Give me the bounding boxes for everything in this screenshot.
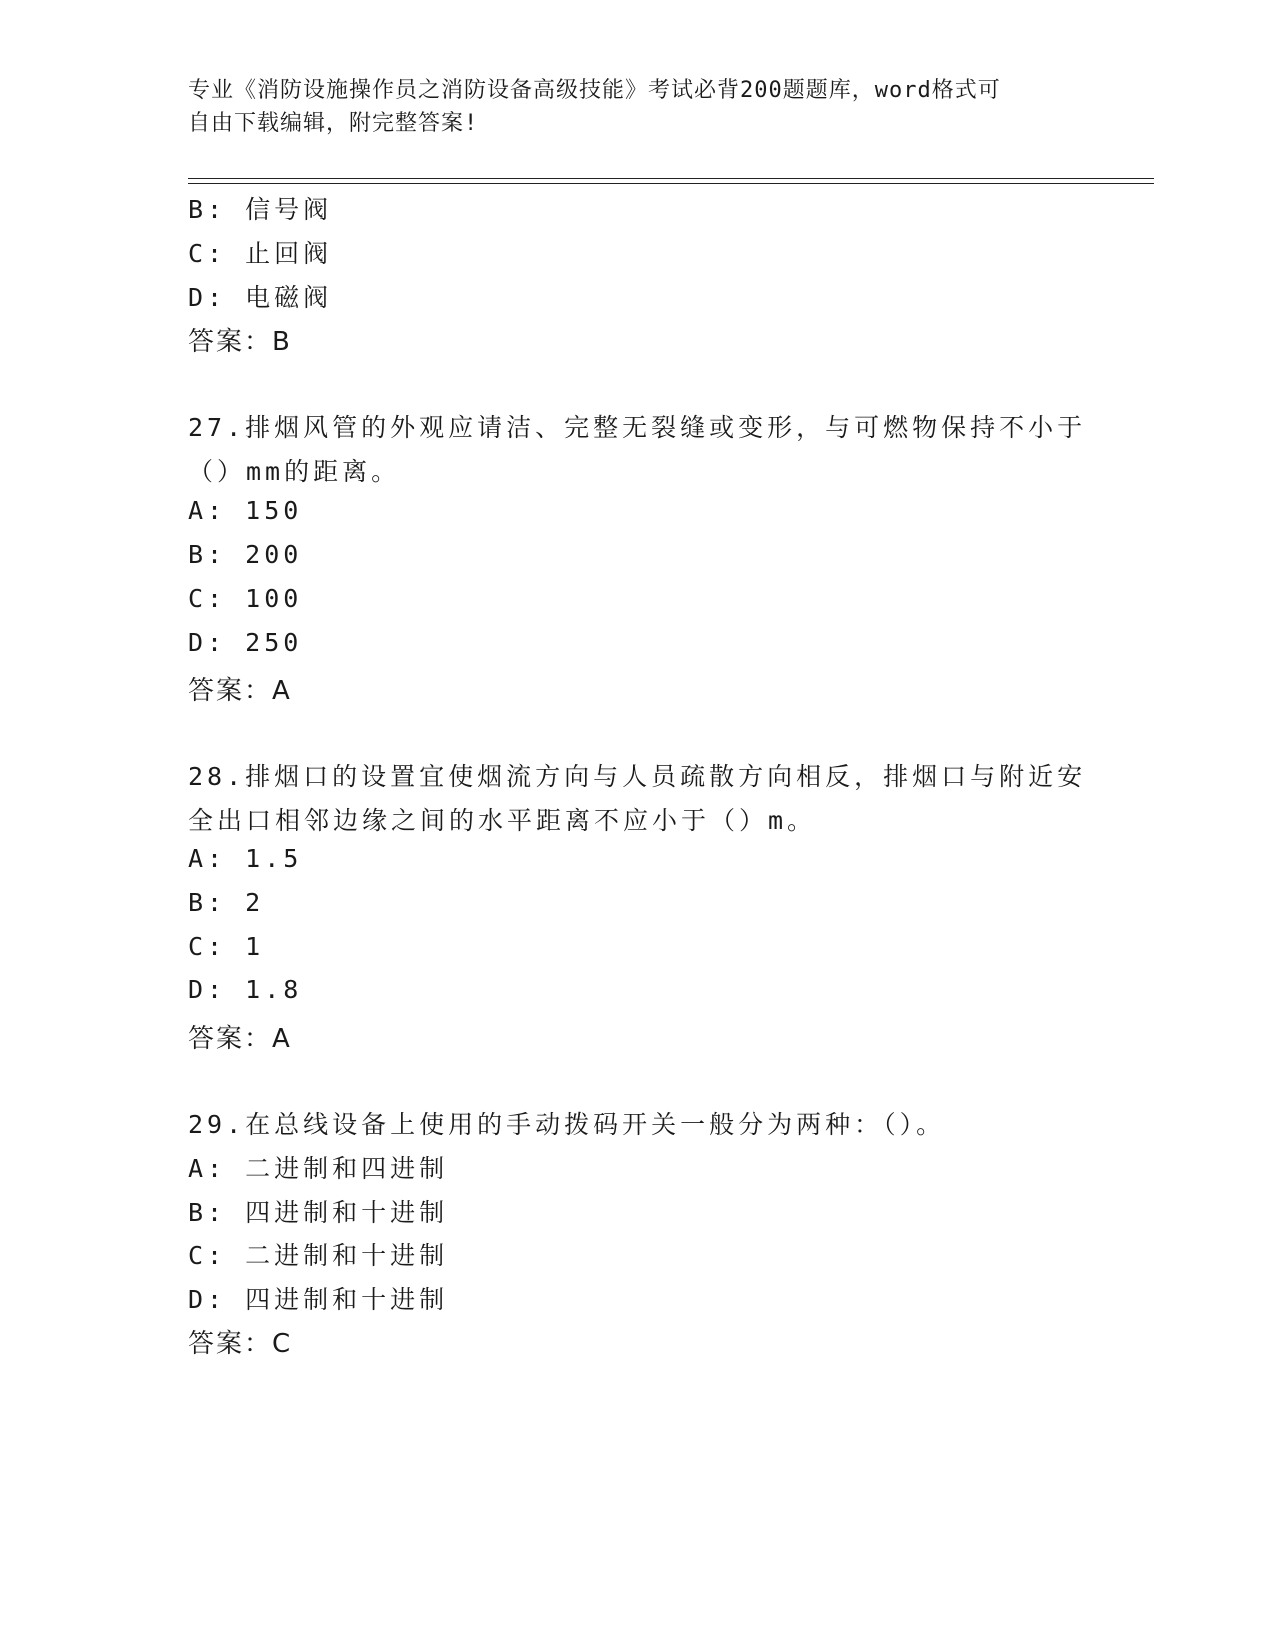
header-rule-bottom (188, 183, 1154, 184)
question-29-option-a: A: 二进制和四进制 (188, 1154, 449, 1183)
question-27-option-d: D: 250 (188, 628, 303, 657)
question-27-stem-line-1: 27.排烟风管的外观应请洁、完整无裂缝或变形，与可燃物保持不小于 (188, 413, 1087, 442)
question-28-option-b: B: 2 (188, 888, 265, 917)
question-28-option-a: A: 1.5 (188, 844, 303, 873)
question-27-option-c: C: 100 (188, 584, 303, 613)
document-header (188, 74, 1078, 140)
header-line-2: 自由下载编辑，附完整答案! (188, 111, 479, 136)
question-27-stem-line-2: （）mm的距离。 (188, 457, 401, 486)
question-29-option-d: D: 四进制和十进制 (188, 1285, 449, 1314)
question-28-stem-line-2: 全出口相邻边缘之间的水平距离不应小于（）m。 (188, 806, 817, 835)
answer-line: 答案：B (188, 327, 292, 357)
question-29-stem: 29.在总线设备上使用的手动拨码开关一般分为两种：（）。 (188, 1110, 946, 1139)
option-d: D: 电磁阀 (188, 283, 333, 312)
question-27-option-a: A: 150 (188, 496, 303, 525)
question-28-option-d: D: 1.8 (188, 975, 303, 1004)
question-28-option-c: C: 1 (188, 932, 265, 961)
header-rule-top (188, 178, 1154, 179)
option-b: B: 信号阀 (188, 195, 333, 224)
header-line-1: 专业《消防设施操作员之消防设备高级技能》考试必背200题题库，word格式可 (188, 78, 1001, 103)
option-c: C: 止回阀 (188, 239, 333, 268)
question-29-answer: 答案：C (188, 1329, 293, 1359)
question-28-answer: 答案：A (188, 1024, 292, 1054)
question-27-answer: 答案：A (188, 676, 292, 706)
question-29-option-b: B: 四进制和十进制 (188, 1198, 449, 1227)
question-28-stem-line-1: 28.排烟口的设置宜使烟流方向与人员疏散方向相反，排烟口与附近安 (188, 762, 1087, 791)
question-29-option-c: C: 二进制和十进制 (188, 1241, 449, 1270)
question-27-option-b: B: 200 (188, 540, 303, 569)
